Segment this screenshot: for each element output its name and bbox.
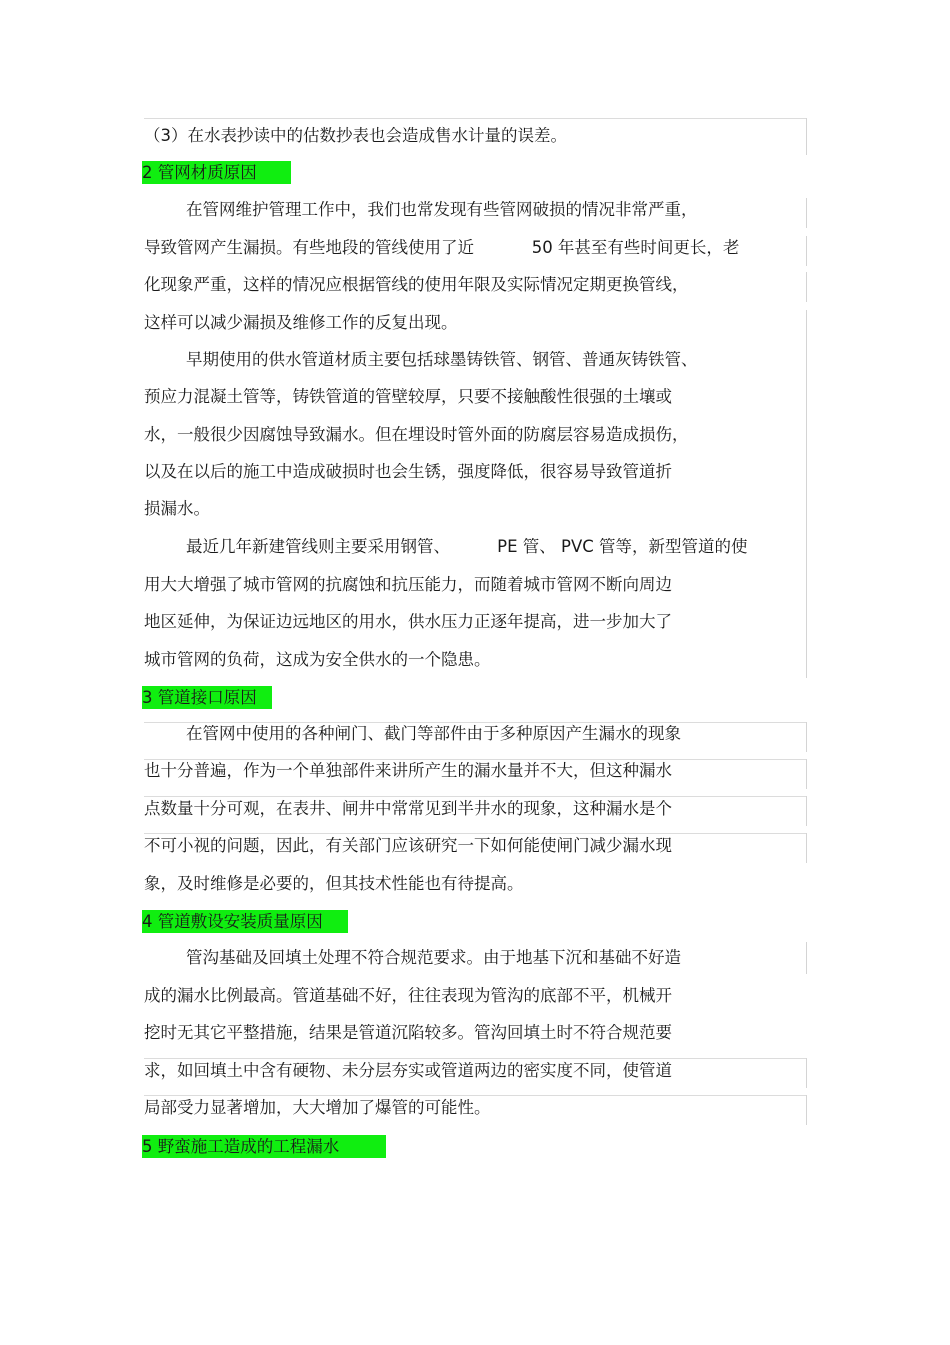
paragraph-line: 在管网维护管理工作中，我们也常发现有些管网破损的情况非常严重， (144, 200, 698, 219)
cell-border-right (806, 1058, 807, 1088)
intro-line: （3）在水表抄读中的估数抄表也会造成售水计量的误差。 (144, 126, 567, 145)
cell-border-right (806, 1095, 807, 1125)
cell-border-top (144, 796, 806, 797)
cell-border-right (806, 833, 807, 863)
cell-border-right (806, 272, 807, 302)
section-heading-4: 4 管道敷设安装质量原因 (142, 910, 348, 933)
paragraph-line: 点数量十分可观，在表井、闸井中常常见到半井水的现象，这种漏水是个 (144, 799, 672, 818)
paragraph-line: 导致管网产生漏损。有些地段的管线使用了近 50 年甚至有些时间更长，老 (144, 238, 740, 257)
paragraph-line: 早期使用的供水管道材质主要包括球墨铸铁管、钢管、普通灰铸铁管、 (144, 350, 698, 369)
paragraph-line: 这样可以减少漏损及维修工作的反复出现。 (144, 313, 458, 332)
paragraph-line: 成的漏水比例最高。管道基础不好，往往表现为管沟的底部不平，机械开 (144, 986, 672, 1005)
paragraph-line: 最近几年新建管线则主要采用钢管、 PE 管、 PVC 管等，新型管道的使 (144, 537, 748, 556)
paragraph-line: 以及在以后的施工中造成破损时也会生锈，强度降低，很容易导致管道折 (144, 462, 672, 481)
paragraph-line: 挖时无其它平整措施，结果是管道沉陷较多。管沟回填土时不符合规范要 (144, 1023, 672, 1042)
paragraph-line: 管沟基础及回填土处理不符合规范要求。由于地基下沉和基础不好造 (144, 948, 681, 967)
section-heading-3: 3 管道接口原因 (142, 686, 272, 709)
paragraph-line: 化现象严重，这样的情况应根据管线的使用年限及实际情况定期更换管线， (144, 275, 689, 294)
cell-border-right (806, 759, 807, 789)
cell-border-right (806, 942, 807, 974)
cell-border-right (806, 236, 807, 266)
cell-border-right (806, 310, 807, 678)
paragraph-line: 不可小视的问题，因此，有关部门应该研究一下如何能使闸门减少漏水现 (144, 836, 672, 855)
paragraph-line: 求，如回填土中含有硬物、未分层夯实或管道两边的密实度不同，使管道 (144, 1061, 672, 1080)
paragraph-line: 城市管网的负荷，这成为安全供水的一个隐患。 (144, 650, 491, 669)
paragraph-line: 预应力混凝土管等，铸铁管道的管壁较厚，只要不接触酸性很强的土壤或 (144, 387, 672, 406)
paragraph-line: 地区延伸，为保证边远地区的用水，供水压力正逐年提高，进一步加大了 (144, 612, 672, 631)
cell-border-top (144, 1095, 806, 1096)
paragraph-line: 损漏水。 (144, 499, 210, 518)
cell-border-top (144, 118, 806, 119)
cell-border-right (806, 118, 807, 155)
cell-border-right (806, 796, 807, 826)
section-heading-2: 2 管网材质原因 (142, 161, 291, 184)
cell-border-top (144, 1058, 806, 1059)
paragraph-line: 用大大增强了城市管网的抗腐蚀和抗压能力，而随着城市管网不断向周边 (144, 575, 672, 594)
paragraph-line: 象，及时维修是必要的，但其技术性能也有待提高。 (144, 874, 524, 893)
cell-border-top (144, 833, 806, 834)
paragraph-line: 在管网中使用的各种闸门、截门等部件由于多种原因产生漏水的现象 (144, 724, 681, 743)
paragraph-line: 水，一般很少因腐蚀导致漏水。但在埋设时管外面的防腐层容易造成损伤， (144, 425, 689, 444)
paragraph-line: 局部受力显著增加，大大增加了爆管的可能性。 (144, 1098, 491, 1117)
cell-border-right (806, 198, 807, 228)
cell-border-right (806, 722, 807, 752)
paragraph-line: 也十分普遍，作为一个单独部件来讲所产生的漏水量并不大，但这种漏水 (144, 761, 672, 780)
section-heading-5: 5 野蛮施工造成的工程漏水 (142, 1135, 386, 1158)
